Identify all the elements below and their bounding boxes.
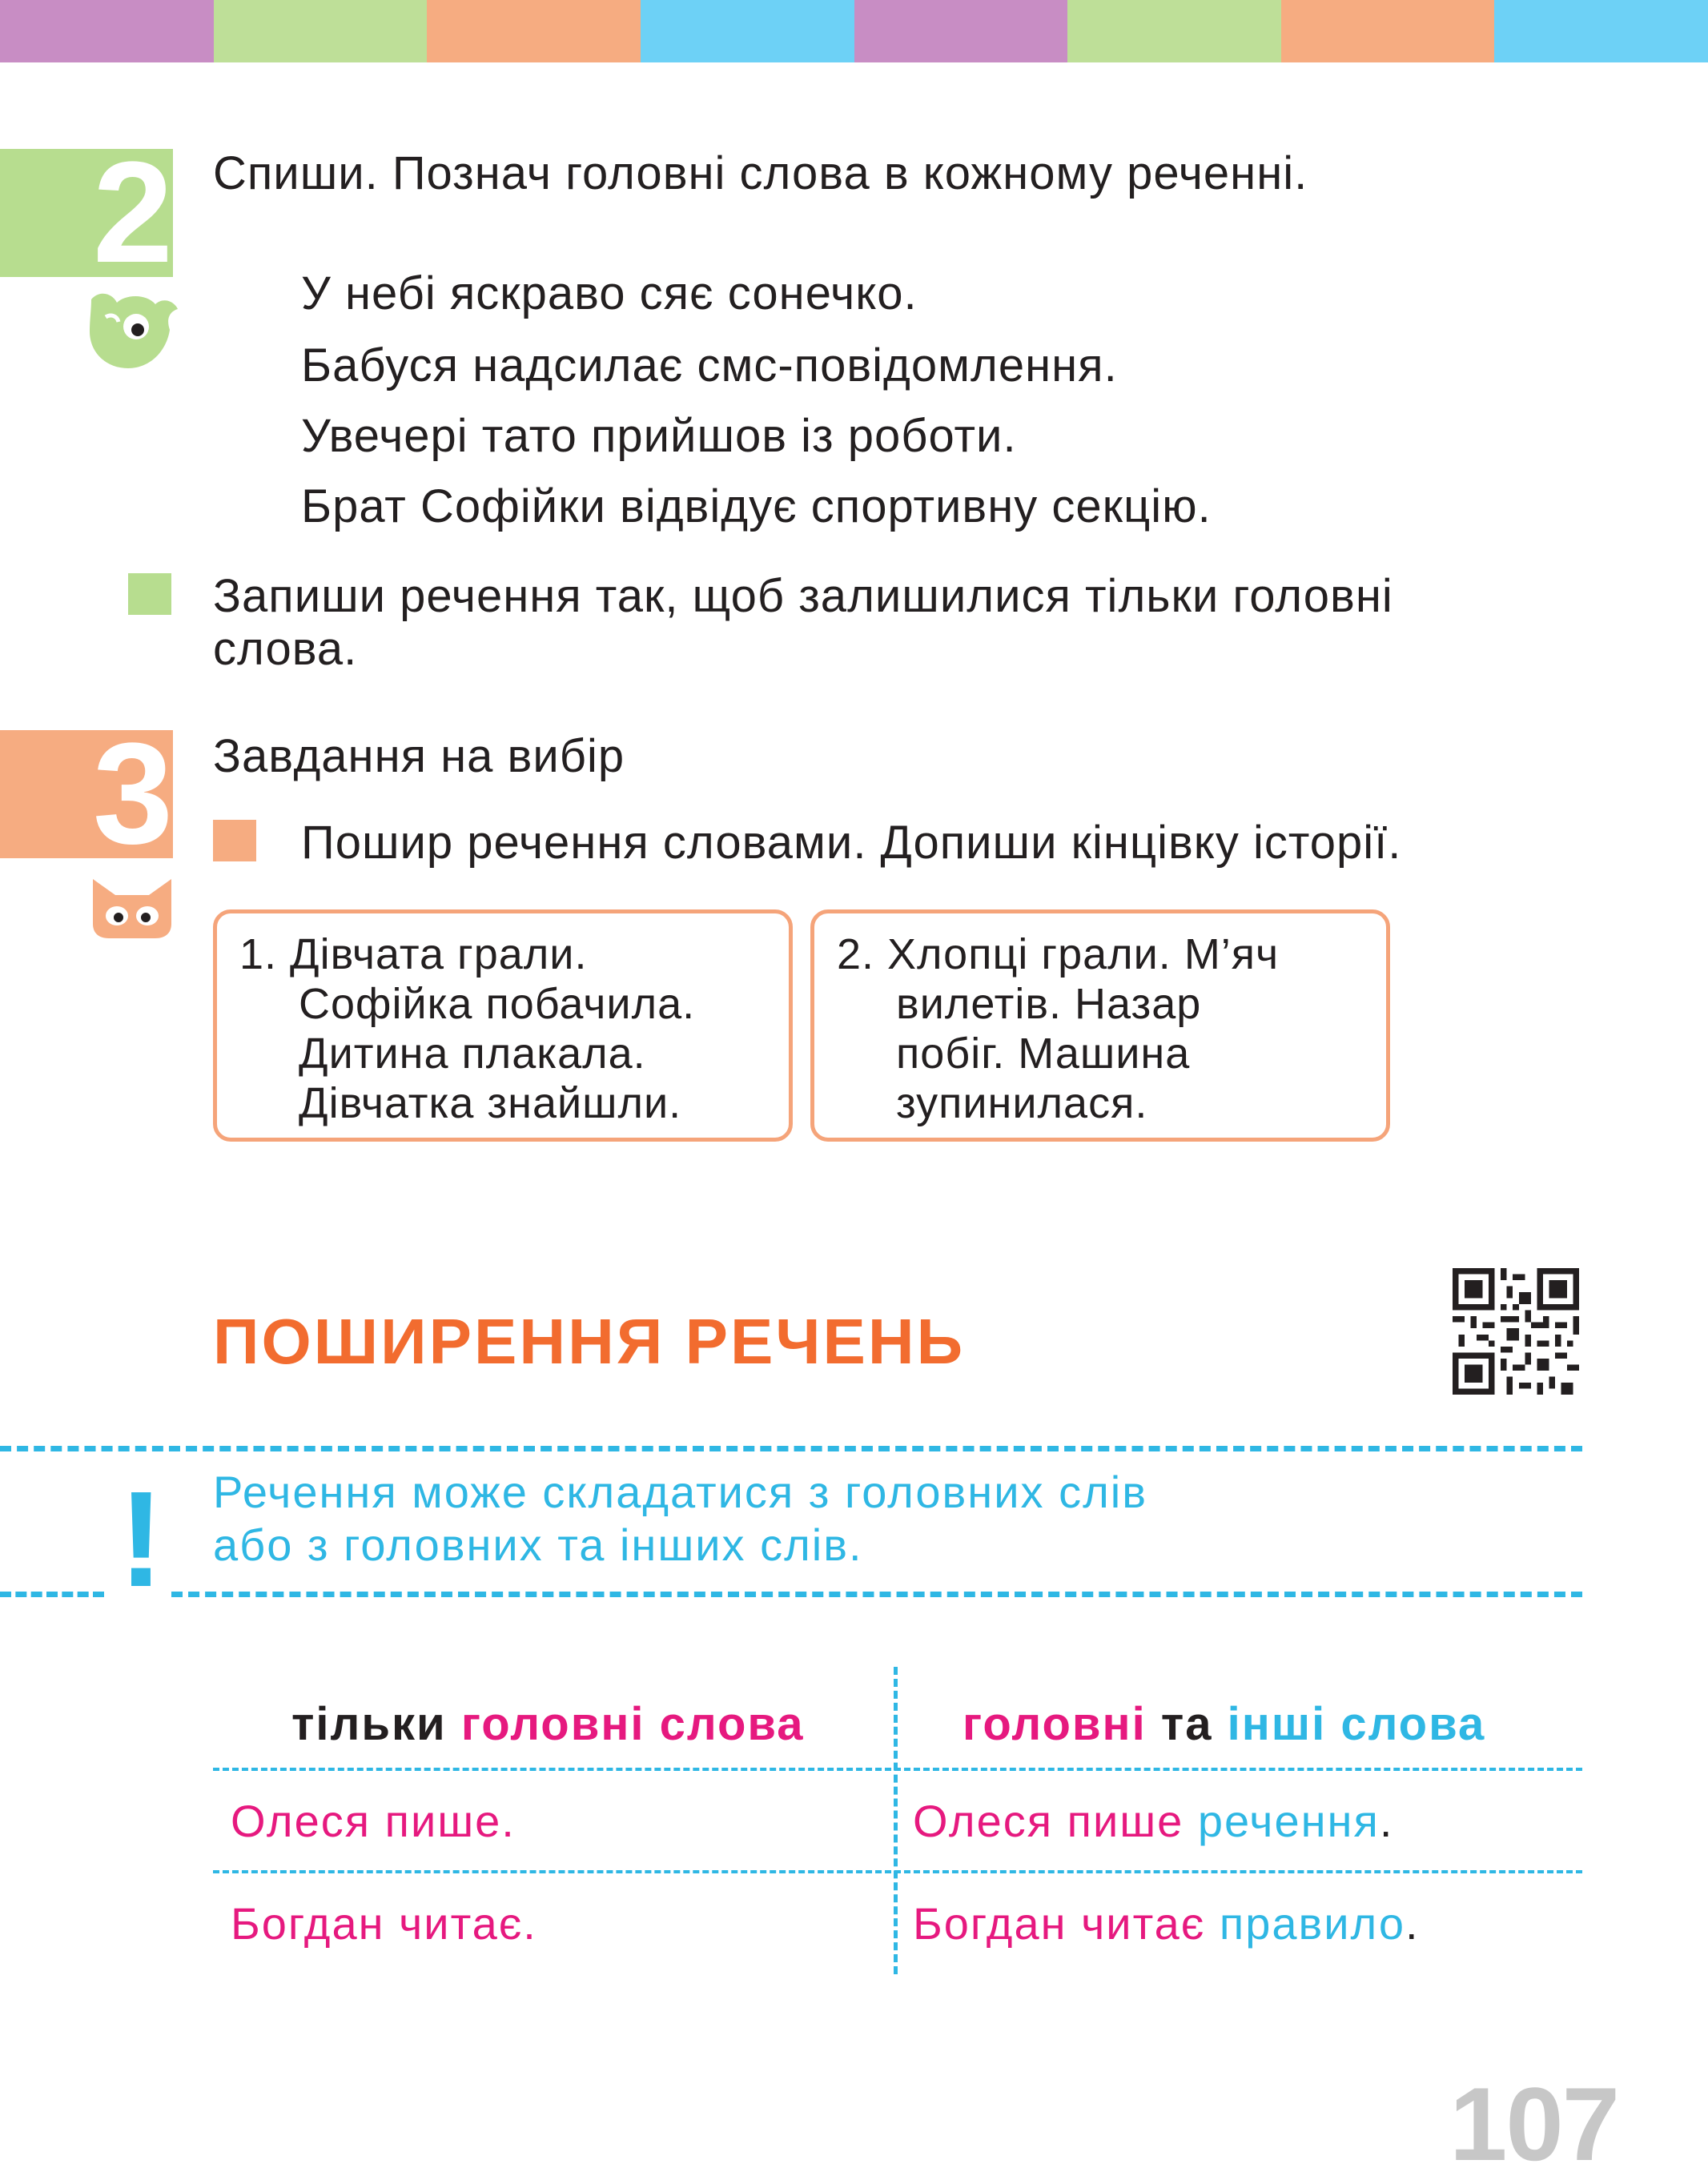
option-2-line-1: 2. Хлопці грали. М’яч [837,930,1280,978]
row-2-left: Богдан читає. [231,1898,537,1949]
top-color-bar [0,0,1708,62]
sentence-1: У небі яскраво сяє сонечко. [301,267,918,319]
color-segment [1067,0,1281,62]
header-left-part-1: тільки [291,1698,447,1750]
row-2-right-end: . [1405,1898,1420,1949]
table-row-divider [213,1870,1582,1873]
row-1-right [913,1795,1393,1847]
sentence-2: Бабуся надсилає смс-повідомлення. [301,339,1118,391]
task-3-title: Завдання на вибір [213,730,625,782]
row-1-left: Олеся пише. [231,1796,516,1846]
rule-bottom-dashed-line-right [171,1592,1582,1597]
task-3-instruction: Пошир речення словами. Допиши кінцівку історії. [301,817,1402,869]
rule-bottom-dashed-line-left [0,1592,104,1597]
row-1-right-other: речення [1197,1796,1380,1846]
header-right-part-3: інші слова [1227,1698,1486,1750]
table-row-divider [213,1768,1582,1771]
section-heading: ПОШИРЕННЯ РЕЧЕНЬ [213,1306,966,1377]
rule-line-1: Речення може складатися з головних слів [213,1467,1147,1517]
color-segment [854,0,1068,62]
task-2-number-block [0,132,173,293]
task-2-instruction: Спиши. Познач головні слова в кожному реченні. [213,147,1308,199]
cat-icon [88,876,176,940]
header-right-part-1: головні [963,1698,1147,1750]
exclamation-icon: ! [119,1463,164,1616]
option-box-2 [810,909,1390,1142]
color-segment [427,0,641,62]
page-number: 107 [1449,2066,1618,2182]
option-2-line-2: вилетів. Назар [896,980,1202,1028]
green-square-marker [128,573,171,615]
task-3-number-block [0,713,173,874]
color-segment [0,0,214,62]
header-left-part-2: головні слова [460,1698,805,1750]
option-1-line-4: Дівчатка знайшли. [299,1079,682,1127]
option-1-line-1: 1. Дівчата грали. [239,930,588,978]
row-1-right-main: Олеся пише [913,1796,1184,1846]
task-2-extra-line-2: слова. [213,623,358,675]
row-2-right [913,1897,1420,1949]
table-header-left [291,1697,805,1751]
qr-code-icon [1453,1268,1579,1395]
row-2-right-other: правило [1219,1898,1405,1949]
option-2-line-4: зупинилася. [896,1079,1148,1127]
option-1-line-3: Дитина плакала. [299,1030,646,1078]
rule-line-2: або з головних та інших слів. [213,1520,863,1570]
option-2-line-3: побіг. Машина [896,1030,1191,1078]
row-1-right-end: . [1379,1796,1394,1846]
color-segment [214,0,428,62]
color-segment [1281,0,1495,62]
task-number: 3 [92,713,173,874]
sentence-4: Брат Софійки відвідує спортивну секцію. [301,480,1212,532]
color-segment [1494,0,1708,62]
task-number: 2 [92,132,173,293]
color-segment [641,0,854,62]
owl-icon [83,285,181,375]
option-1-line-2: Софійка побачила. [299,980,696,1028]
orange-square-marker [213,820,256,861]
task-2-extra-line-1: Запиши речення так, щоб залишилися тільки головні [213,570,1393,622]
table-column-divider [894,1667,898,1974]
header-right-part-2: та [1160,1698,1213,1750]
row-2-right-main: Богдан читає [913,1898,1206,1949]
rule-top-dashed-line [0,1446,1582,1451]
option-box-1 [213,909,793,1142]
table-header-right [963,1697,1485,1751]
sentence-3: Увечері тато прийшов із роботи. [301,410,1017,462]
